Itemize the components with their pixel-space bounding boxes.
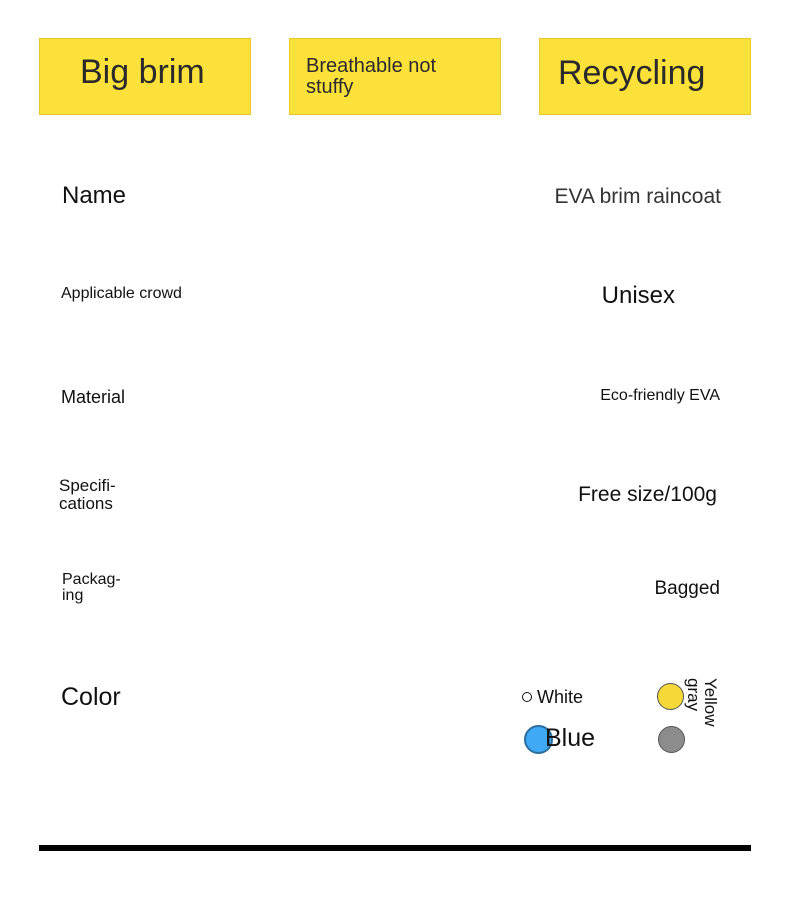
spec-label-material: Material (61, 387, 126, 407)
spec-label-color: Color (61, 683, 121, 711)
spec-label-crowd: Applicable crowd (61, 285, 182, 302)
color-option-yellow-gray: Yellow gray (684, 678, 720, 727)
spec-value-packaging: Bagged (654, 578, 720, 599)
feature-tag-label: Breathable not stuffy (306, 55, 437, 98)
feature-tag-label: Big brim (80, 53, 205, 91)
spec-value-material: Eco-friendly EVA (600, 387, 720, 404)
spec-label-name: Name (62, 182, 127, 209)
feature-tag-breathable (289, 38, 501, 115)
color-option-blue: Blue (545, 724, 596, 752)
spec-value-crowd: Unisex (601, 282, 675, 309)
bottom-divider (39, 845, 751, 851)
spec-label-specifications: Specifi- cations (59, 476, 116, 513)
spec-value-specifications: Free size/100g (578, 483, 717, 506)
spec-value-name: EVA brim raincoat (554, 185, 721, 208)
color-option-white: White (537, 687, 584, 707)
white-swatch (522, 692, 532, 702)
yellow-swatch (657, 683, 684, 710)
spec-label-packaging: Packag- ing (62, 571, 121, 604)
gray-swatch (658, 726, 685, 753)
feature-tag-big-brim (39, 38, 251, 115)
feature-tag-label: Recycling (558, 54, 706, 92)
feature-tag-recycling (539, 38, 751, 115)
